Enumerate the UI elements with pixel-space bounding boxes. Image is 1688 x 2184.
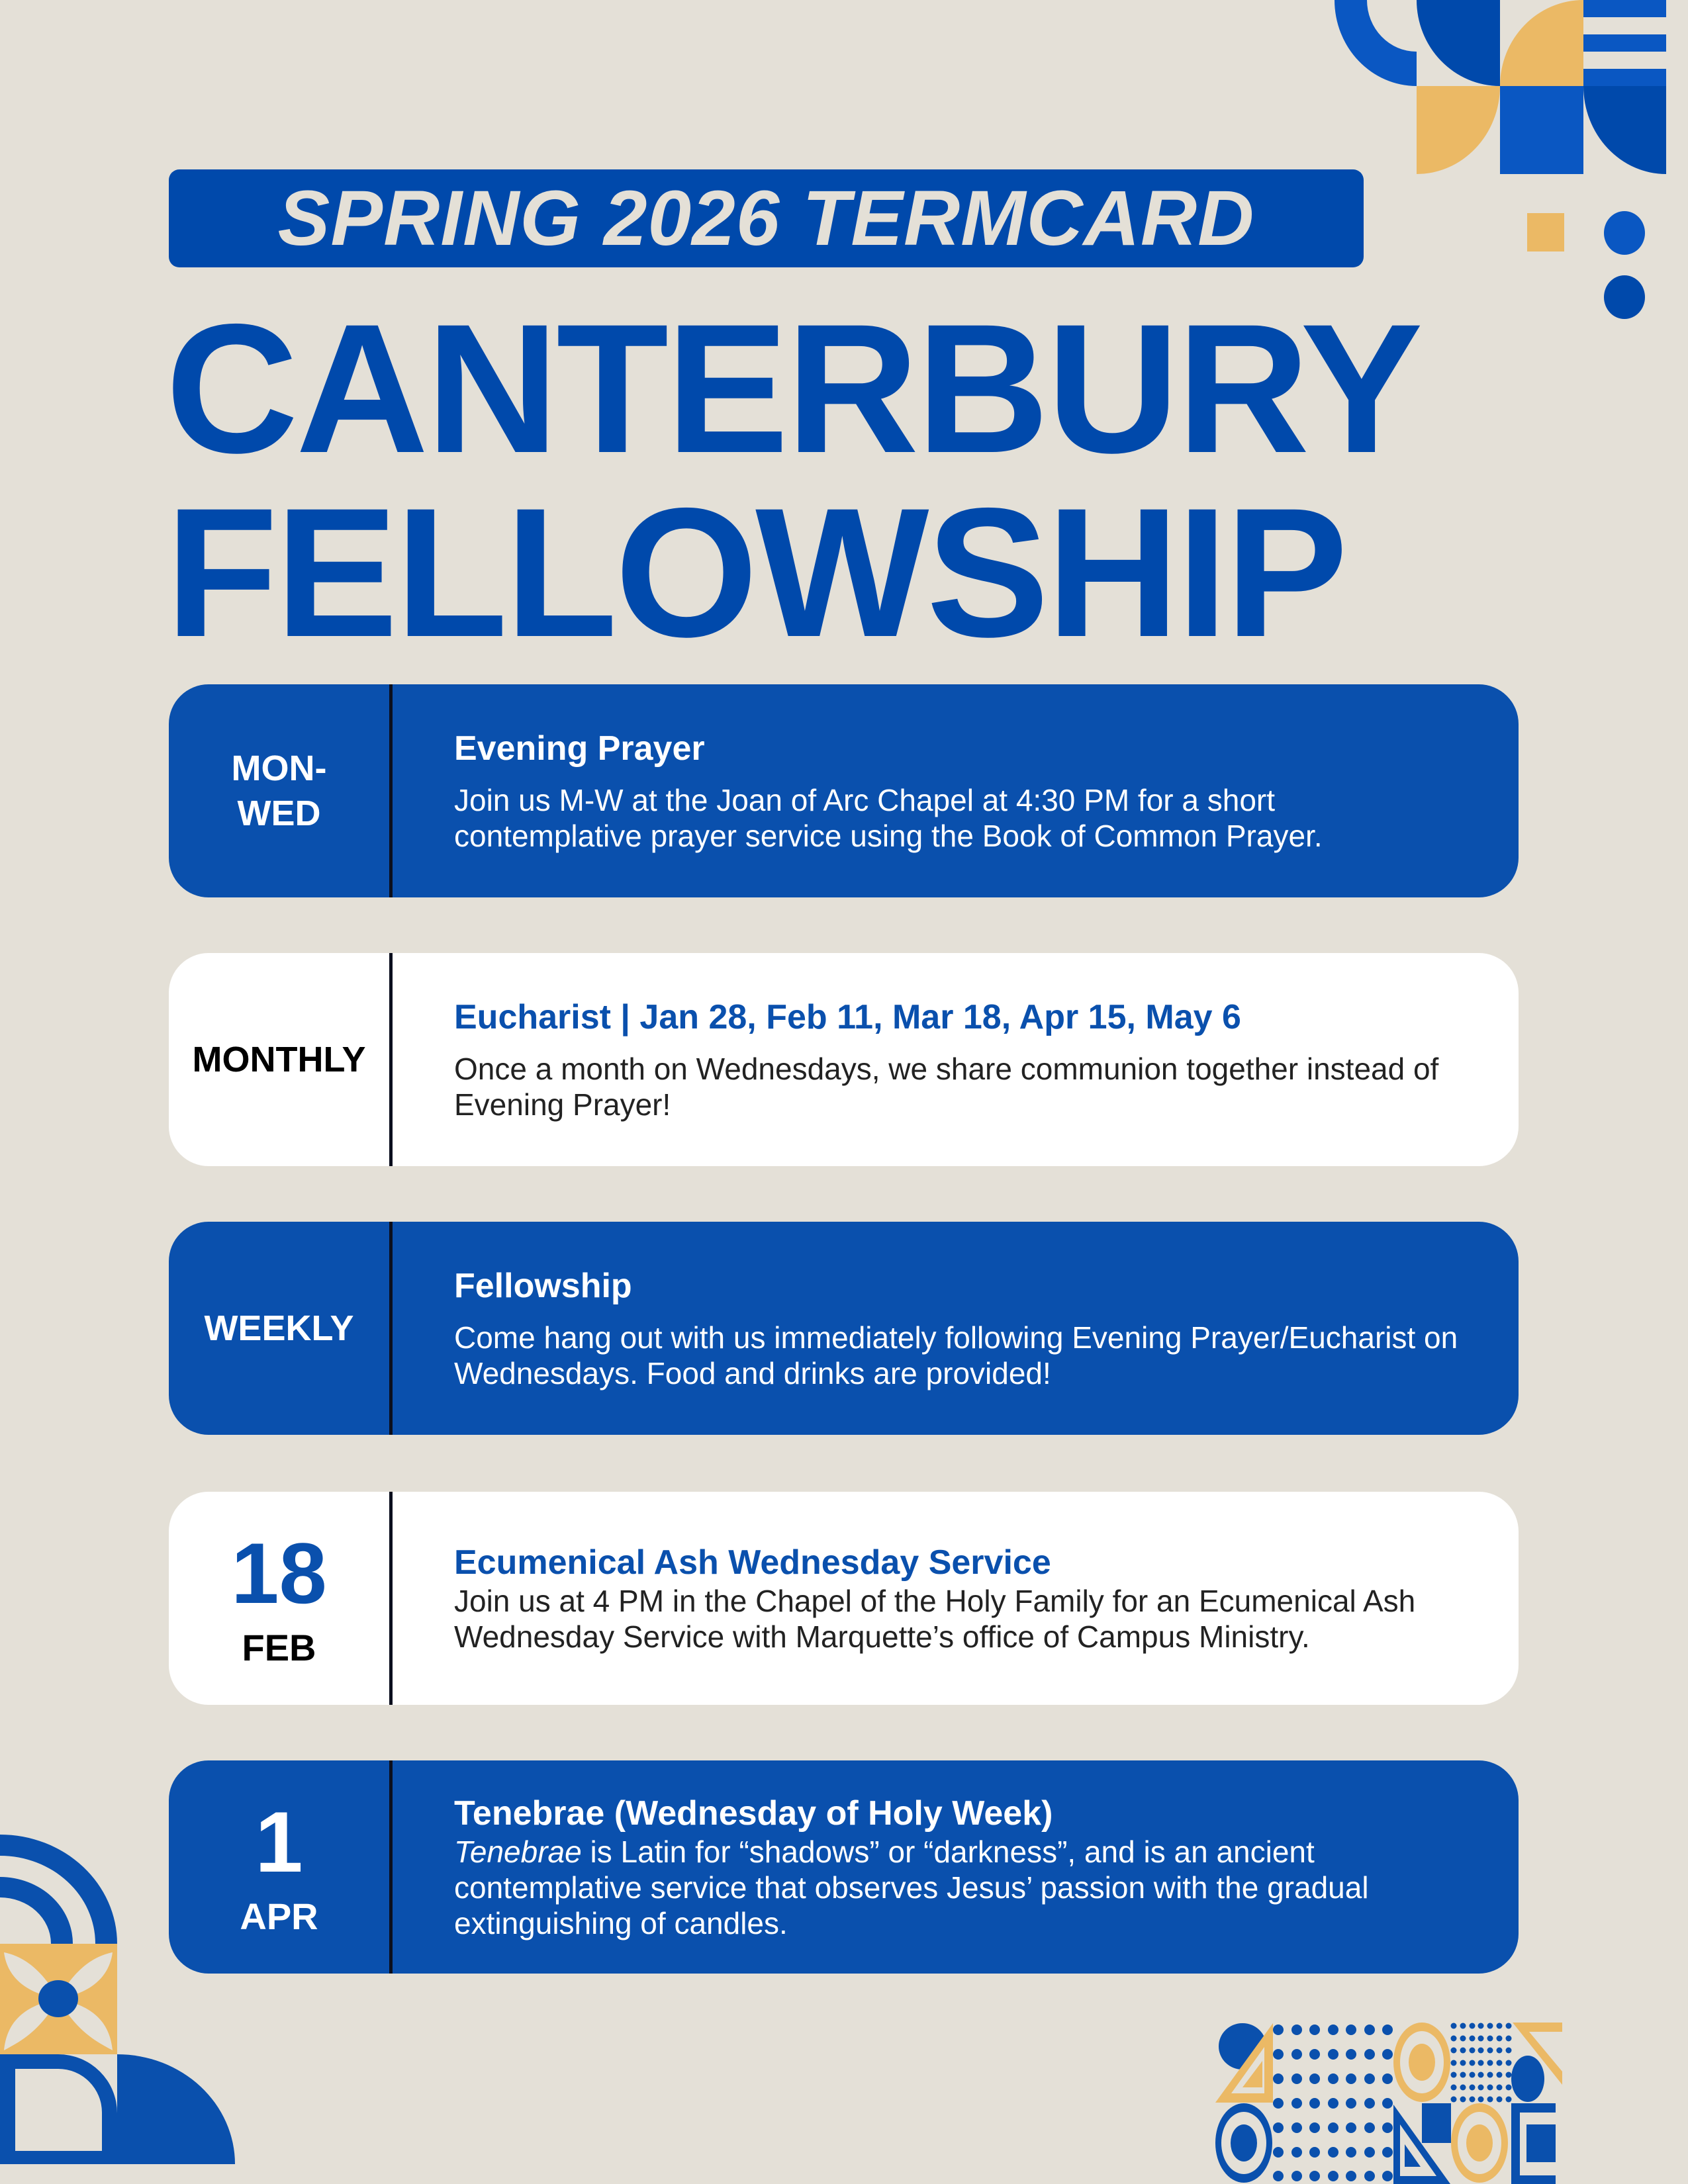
when-label: MONTHLY [192,1040,366,1079]
event-day: 1 [255,1794,303,1890]
event-card-evening-prayer [169,684,1519,897]
event-description: Once a month on Wednesdays, we share communion together instead of Evening Prayer! [454,1052,1439,1122]
event-when [169,953,389,1166]
event-title: Evening Prayer [454,729,705,768]
event-description-italic: Tenebrae [454,1835,582,1869]
event-card-tenebrae [169,1760,1519,1974]
event-description-rest: is Latin for “shadows” or “darkness”, and is an ancient contemplative service that observes Jesus’ passion with the gradual extinguishing of candles. [454,1835,1369,1940]
event-title: Eucharist | Jan 28, Feb 11, Mar 18, Apr 15, May 6 [454,998,1241,1036]
event-when [169,684,389,897]
event-card-ash-wednesday [169,1492,1519,1705]
event-description: Join us at 4 PM in the Chapel of the Holy Family for an Ecumenical Ash Wednesday Service with Marquette’s office of Campus Ministry. [454,1584,1416,1654]
term-banner [169,169,1364,267]
event-card-fellowship [169,1222,1519,1435]
when-label: WEEKLY [204,1308,354,1348]
event-title: Fellowship [454,1267,632,1305]
bottom-right-decoration [1205,1999,1688,2184]
banner-text: SPRING 2026 TERMCARD [277,175,1255,262]
page-title-line2: FELLOWSHIP [165,469,1346,675]
event-month: APR [240,1895,318,1937]
event-date [169,1492,389,1705]
event-when [169,1222,389,1435]
event-description [454,1834,1466,1941]
event-month: FEB [242,1627,316,1668]
event-day: 18 [231,1525,327,1621]
when-line1: MON- [231,749,327,788]
event-description: Join us M-W at the Joan of Arc Chapel at 4:30 PM for a short contemplative prayer service using the Book of Common Prayer. [454,783,1323,853]
bottom-left-decoration [0,1820,252,2184]
when-line2: WED [237,794,321,833]
event-title: Tenebrae (Wednesday of Holy Week) [454,1794,1053,1833]
event-description: Come hang out with us immediately following Evening Prayer/Eucharist on Wednesdays. Food and drinks are provided! [454,1320,1458,1390]
top-right-decoration [1324,0,1688,331]
page-title-line1: CANTERBURY [165,285,1421,491]
event-title: Ecumenical Ash Wednesday Service [454,1543,1051,1582]
event-card-eucharist [169,953,1519,1166]
